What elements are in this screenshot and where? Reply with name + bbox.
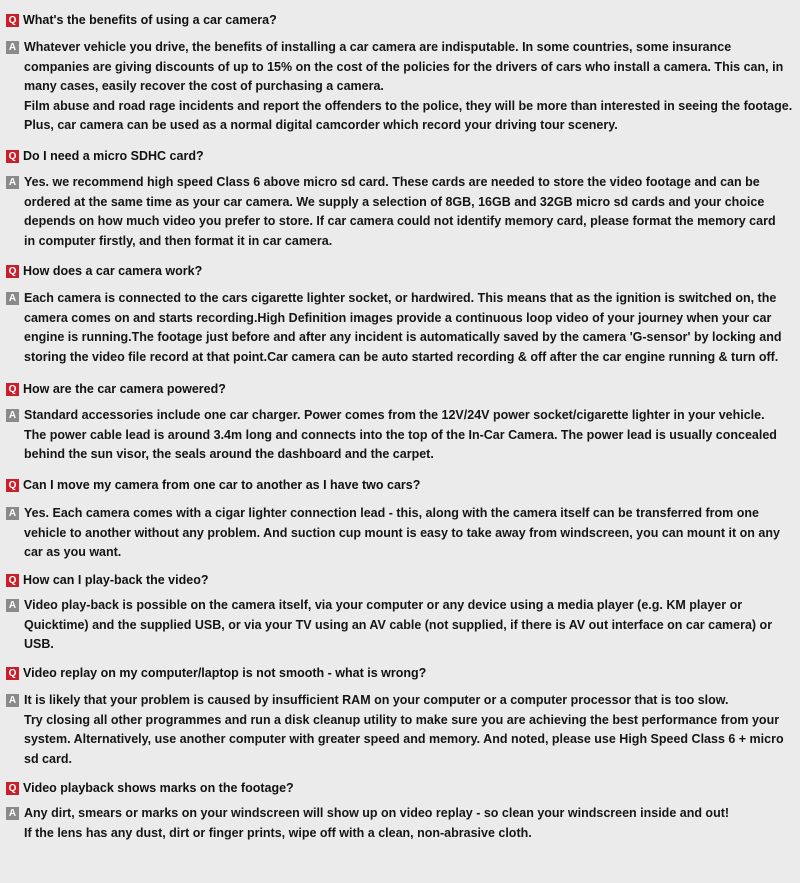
answer-badge-icon: A	[6, 694, 19, 707]
faq-question-4	[6, 380, 798, 400]
answer-badge-icon: A	[6, 807, 19, 820]
answer-badge-icon: A	[6, 292, 19, 305]
answer-badge-icon: A	[6, 176, 19, 189]
faq-answer-1	[6, 38, 798, 136]
question-text: Video playback shows marks on the footage?	[23, 781, 294, 795]
answer-text: Whatever vehicle you drive, the benefits of installing a car camera are indisputable. In some countries, some insurance companies are giving discounts of up to 15% on the cost of the policies for the drivers of cars who install a camera. This can, in many cases, easily recover the cost of purchasing a camera. Film abuse and road rage incidents and report the offenders to the police, they will be more than interested in seeing the footage. Plus, car camera can be used as a normal digital camcorder which record your driving tour scenery.	[24, 40, 793, 133]
faq-question-5	[6, 476, 798, 496]
faq-answer-5	[6, 504, 798, 563]
faq-answer-8	[6, 804, 798, 843]
question-badge-icon: Q	[6, 667, 19, 680]
question-text: Do I need a micro SDHC card?	[23, 149, 204, 163]
question-badge-icon: Q	[6, 265, 19, 278]
answer-text: Yes. Each camera comes with a cigar lighter connection lead - this, along with the camera itself can be transferred from one vehicle to another without any problem. And suction cup mount is easy to take away from windscreen, you can mount it on any car as you want.	[24, 506, 780, 560]
answer-text: Yes. we recommend high speed Class 6 above micro sd card. These cards are needed to store the video footage and can be ordered at the same time as your car camera. We supply a selection of 8GB, 16GB and 32GB micro sd cards and your choice depends on how much video you prefer to store. If car camera could not identify memory card, please format the memory card in computer firstly, and then format it in car camera.	[24, 175, 776, 248]
question-text: Can I move my camera from one car to another as I have two cars?	[23, 478, 421, 492]
answer-badge-icon: A	[6, 409, 19, 422]
question-badge-icon: Q	[6, 150, 19, 163]
answer-text: Video play-back is possible on the camera itself, via your computer or any device using a media player (e.g. KM player or Quicktime) and the supplied USB, or via your TV using an AV cable (not supplied, if there is AV out interface on car camera) or USB.	[24, 598, 773, 652]
question-badge-icon: Q	[6, 479, 19, 492]
question-text: Video replay on my computer/laptop is not smooth - what is wrong?	[23, 666, 427, 680]
question-text: How can I play-back the video?	[23, 573, 209, 587]
faq-question-2	[6, 147, 798, 167]
question-badge-icon: Q	[6, 383, 19, 396]
answer-text: Standard accessories include one car charger. Power comes from the 12V/24V power socket/cigarette lighter in your vehicle. The power cable lead is around 3.4m long and connects into the top of the In-Car Camera. The power lead is usually concealed behind the sun visor, the seals around the dashboard and the carpet.	[24, 408, 777, 462]
faq-question-6	[6, 571, 798, 591]
faq-question-3	[6, 262, 798, 282]
question-badge-icon: Q	[6, 782, 19, 795]
question-badge-icon: Q	[6, 14, 19, 27]
faq-question-7	[6, 664, 798, 684]
answer-badge-icon: A	[6, 507, 19, 520]
faq-answer-3	[6, 289, 798, 367]
answer-text: It is likely that your problem is caused by insufficient RAM on your computer or a computer processor that is too slow. Try closing all other programmes and run a disk cleanup utility to make sure you are achieving the best performance from your system. Alternatively, use another computer with greater speed and memory. And noted, please use High Speed Class 6 + micro sd card.	[24, 693, 784, 766]
faq-answer-2	[6, 173, 798, 251]
answer-text: Any dirt, smears or marks on your windscreen will show up on video replay - so clean your windscreen inside and out! If the lens has any dust, dirt or finger prints, wipe off with a clean, non-abrasive cloth.	[24, 806, 730, 840]
faq-question-8	[6, 779, 798, 799]
question-text: How does a car camera work?	[23, 264, 203, 278]
faq-answer-6	[6, 596, 798, 655]
question-badge-icon: Q	[6, 574, 19, 587]
question-text: How are the car camera powered?	[23, 382, 226, 396]
answer-text: Each camera is connected to the cars cigarette lighter socket, or hardwired. This means that as the ignition is switched on, the camera comes on and starts recording.High Definition images provide a continuous loop video of your journey when your car engine is running.The footage just before and after any incident is automatically saved by the camera 'G-sensor' by locking and storing the video file record at that point.Car camera can be auto started recording & off after the car engine running & turn off.	[24, 291, 782, 364]
answer-badge-icon: A	[6, 41, 19, 54]
answer-badge-icon: A	[6, 599, 19, 612]
question-text: What's the benefits of using a car camera?	[23, 13, 277, 27]
faq-answer-4	[6, 406, 798, 465]
faq-question-1	[6, 11, 798, 31]
faq-answer-7	[6, 691, 798, 769]
